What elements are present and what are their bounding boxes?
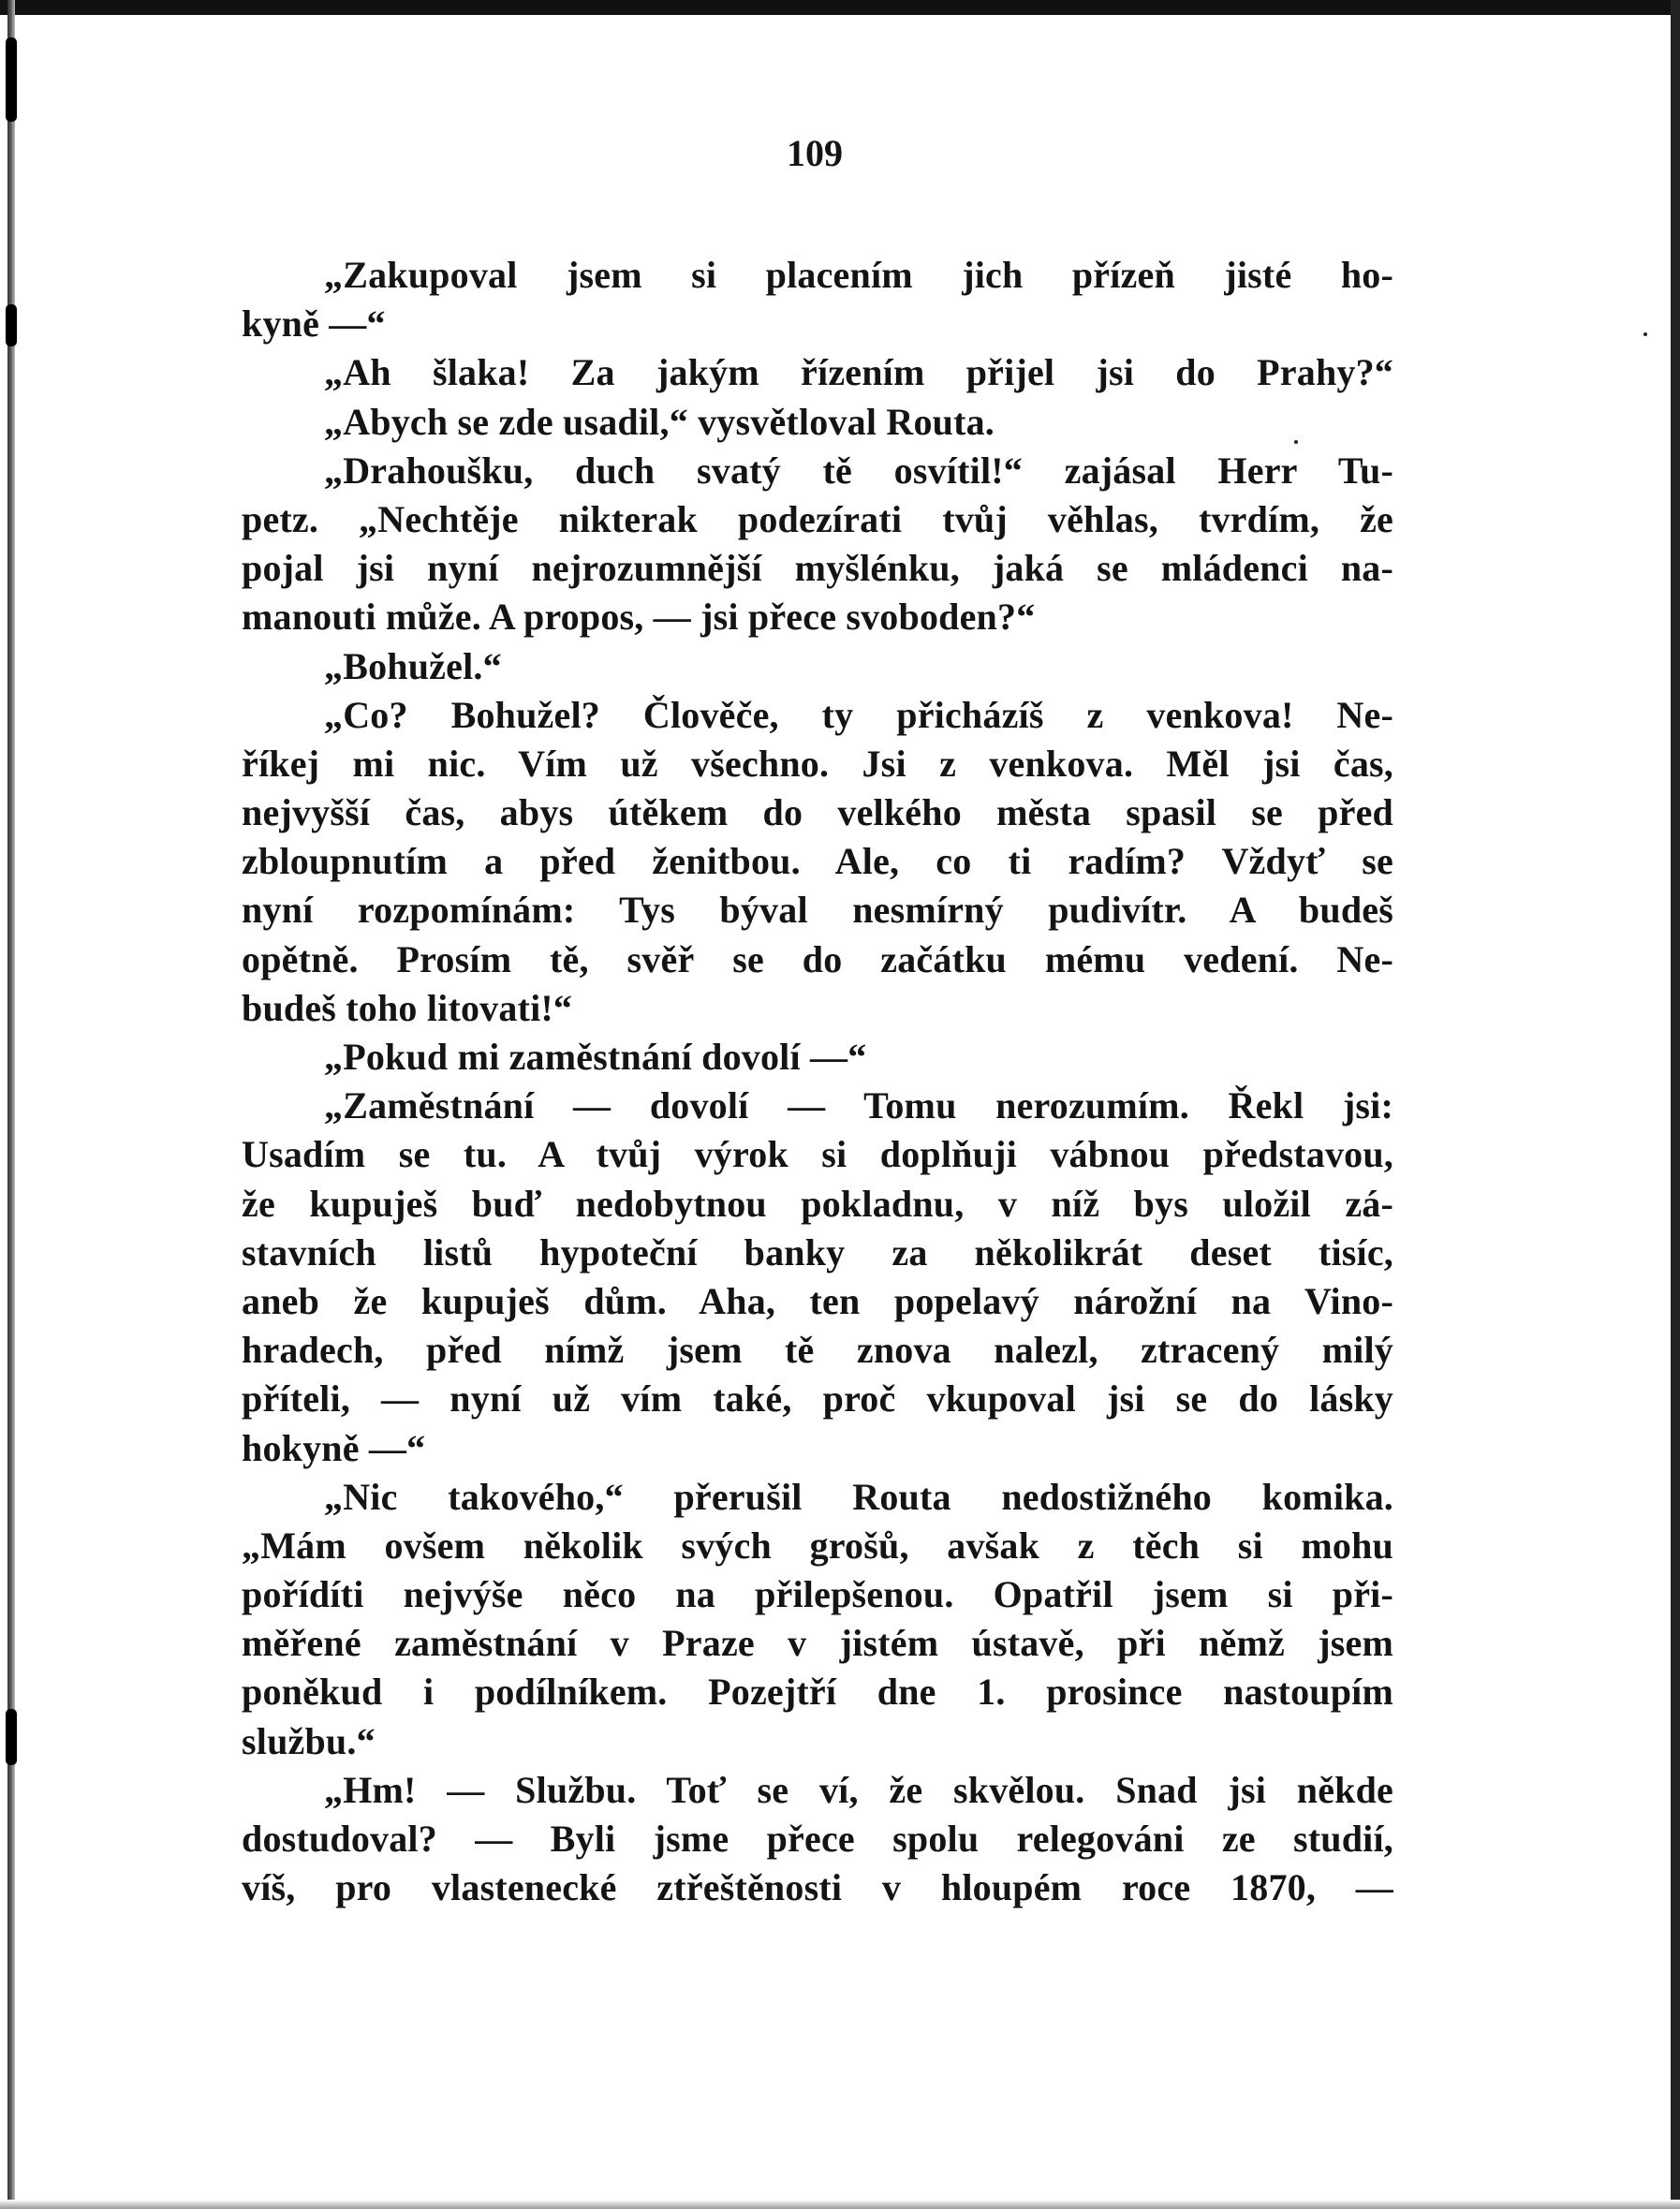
text-line: pojal jsi nyní nejrozumnější myšlénku, jaká se mládenci na- — [242, 547, 1393, 590]
binding-mark — [6, 304, 17, 346]
text-line: hradech, před nímž jsem tě znova nalezl, ztracený milý — [242, 1329, 1393, 1372]
text-line: petz. „Nechtěje nikterak podezírati tvůj věhlas, tvrdím, že — [242, 497, 1393, 540]
text-line: víš, pro vlastenecké ztřeštěnosti v hloupém roce 1870, — — [242, 1866, 1393, 1909]
scan-border-right — [1671, 0, 1680, 2209]
text-line: „Ah šlaka! Za jakým řízením přijel jsi do Prahy?“ — [324, 351, 1393, 394]
text-line: Usadím se tu. A tvůj výrok si doplňuji vábnou představou, — [242, 1133, 1393, 1176]
text-line: „Hm! — Službu. Toť se ví, že skvělou. Snad jsi někde — [324, 1768, 1393, 1811]
text-line: „Bohužel.“ — [324, 644, 502, 687]
text-line: „Nic takového,“ přerušil Routa nedostižného komika. — [324, 1475, 1393, 1518]
text-line: pořídíti nejvýše něco na přilepšenou. Opatřil jsem si při- — [242, 1573, 1393, 1616]
text-line: říkej mi nic. Vím už všechno. Jsi z venkova. Měl jsi čas, — [242, 742, 1393, 785]
text-line: kyně —“ — [242, 302, 386, 346]
text-line: službu.“ — [242, 1719, 376, 1762]
text-line: dostudoval? — Byli jsme přece spolu relegováni ze studií, — [242, 1818, 1393, 1860]
text-line: „Zaměstnání — dovolí — Tomu nerozumím. Řekl jsi: — [324, 1084, 1393, 1127]
page-number: 109 — [787, 132, 843, 174]
text-line: „Mám ovšem několik svých grošů, avšak z těch si mohu — [242, 1524, 1393, 1567]
text-line: měřené zaměstnání v Praze v jistém ústavě, při němž jsem — [242, 1622, 1393, 1665]
text-line: poněkud i podílníkem. Pozejtří dne 1. prosince nastoupím — [242, 1671, 1393, 1714]
body-text — [242, 251, 1393, 1912]
text-line: příteli, — nyní už vím také, proč vkupoval jsi se do lásky — [242, 1377, 1393, 1421]
binding-mark — [6, 1709, 17, 1765]
text-line: „Co? Bohužel? Člověče, ty přicházíš z venkova! Ne- — [324, 693, 1393, 736]
text-line: „Zakupoval jsem si placením jich přízeň jisté ho- — [324, 254, 1393, 296]
paper-speck — [1643, 332, 1647, 336]
text-line: zbloupnutím a před ženitbou. Ale, co ti radím? Vždyť se — [242, 840, 1393, 883]
text-line: aneb že kupuješ dům. Aha, ten popelavý nárožní na Vino- — [242, 1279, 1393, 1322]
text-line: stavních listů hypoteční banky za několikrát deset tisíc, — [242, 1230, 1393, 1274]
text-line: nyní rozpomínám: Tys býval nesmírný pudivítr. A budeš — [242, 889, 1393, 932]
text-line: „Abych se zde usadil,“ vysvětloval Routa. — [324, 400, 995, 443]
text-line: hokyně —“ — [242, 1426, 426, 1469]
text-line: manouti může. A propos, — jsi přece svoboden?“ — [242, 596, 1036, 639]
binding-mark — [6, 37, 17, 122]
text-line: že kupuješ buď nedobytnou pokladnu, v níž bys uložil zá- — [242, 1182, 1393, 1225]
text-line: budeš toho litovati!“ — [242, 986, 573, 1029]
text-line: „Drahoušku, duch svatý tě osvítil!“ zajásal Herr Tu- — [324, 449, 1393, 492]
scan-border-top — [0, 0, 1680, 15]
text-line: opětně. Prosím tě, svěř se do začátku mému vedení. Ne- — [242, 937, 1393, 980]
text-line: nejvyšší čas, abys útěkem do velkého města spasil se před — [242, 791, 1393, 834]
scan-border-bottom — [0, 2200, 1680, 2209]
text-line: „Pokud mi zaměstnání dovolí —“ — [324, 1036, 867, 1078]
